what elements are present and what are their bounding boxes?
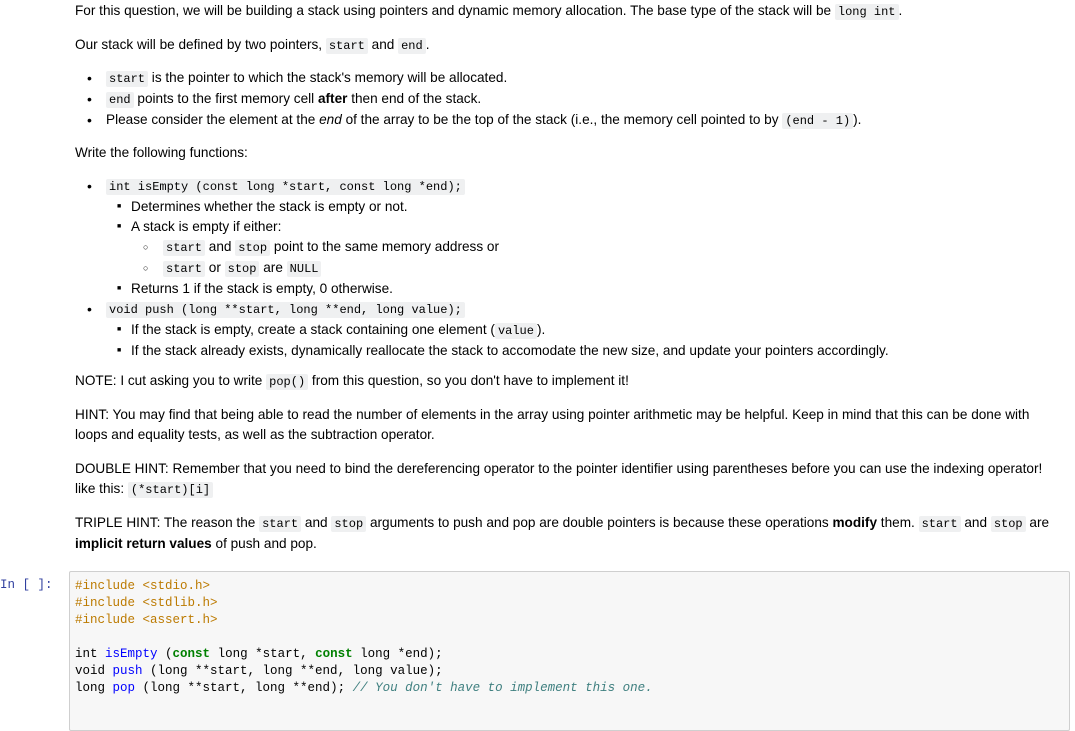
code-line: long pop (long **start, long **end); // You don't have to implement this one. (75, 681, 653, 695)
code-line: int isEmpty (const long *start, const long *end); (75, 647, 443, 661)
list-item: ■ A stack is empty if either: ○ start and stop point to the same memory address or ○ start or stop are NULL (75, 217, 1065, 279)
pointers-paragraph: Our stack will be defined by two pointers, start and end . (75, 37, 430, 53)
list-item: • start is the pointer to which the stack's memory will be allocated. (75, 68, 861, 89)
list-item: • int isEmpty (const long *start, const long *end); ■ Determines whether the stack is empty or not. ■ A stack is empty if either: ○ start and stop point to the same memory address or ○ start or stop are NULL ■ Returns 1 if the stack is empty, 0 otherwise. (75, 176, 1065, 299)
hint-paragraph: HINT: You may find that being able to read the number of elements in the array using pointer arithmetic may be helpful. Keep in mind that this can be done with loops and equality tests, as well as the subtraction operator. (75, 407, 1030, 442)
pointer-definitions-list (75, 68, 861, 131)
note-paragraph: NOTE: I cut asking you to write pop() from this question, so you don't have to implement it! (75, 373, 629, 389)
code-cell-editor[interactable] (69, 571, 1070, 731)
write-functions-label: Write the following functions: (75, 145, 248, 160)
list-item: • void push (long **start, long **end, long value); ■ If the stack is empty, create a stack containing one element ( value ). ■ If the stack already exists, dynamically reallocate the stack to accomodate the new size, and update your pointers accordingly. (75, 299, 1065, 361)
list-item: ■ Returns 1 if the stack is empty, 0 otherwise. (75, 279, 1065, 299)
list-item: ■ Determines whether the stack is empty or not. (75, 197, 1065, 217)
triple-hint-paragraph: TRIPLE HINT: The reason the start and stop arguments to push and pop are double pointers is because these operations modify them. start and stop are implicit return values of push and pop. (75, 515, 1050, 551)
list-item: ■ If the stack already exists, dynamically reallocate the stack to accomodate the new size, and update your pointers accordingly. (75, 341, 1065, 361)
include-line: #include <stdio.h> (75, 579, 211, 593)
list-item: • end points to the first memory cell after then end of the stack. (75, 89, 861, 110)
list-item: ■ If the stack is empty, create a stack containing one element ( value ). (75, 320, 1065, 341)
intro-paragraph: For this question, we will be building a stack using pointers and dynamic memory allocation. The base type of the stack will be long int . (75, 3, 903, 19)
cell-prompt: In [ ]: (0, 578, 53, 592)
code-line: void push (long **start, long **end, long value); (75, 664, 443, 678)
include-line: #include <assert.h> (75, 613, 218, 627)
list-item: ○ start or stop are NULL (75, 258, 1065, 279)
include-line: #include <stdlib.h> (75, 596, 218, 610)
list-item: • Please consider the element at the end of the array to be the top of the stack (i.e., the memory cell pointed to by (end - 1) ). (75, 110, 861, 131)
double-hint-paragraph: DOUBLE HINT: Remember that you need to bind the dereferencing operator to the pointer identifier using parentheses before you can use the indexing operator! like this: (*start)[i] (75, 461, 1043, 497)
functions-list (75, 176, 1065, 361)
list-item: ○ start and stop point to the same memory address or (75, 237, 1065, 258)
